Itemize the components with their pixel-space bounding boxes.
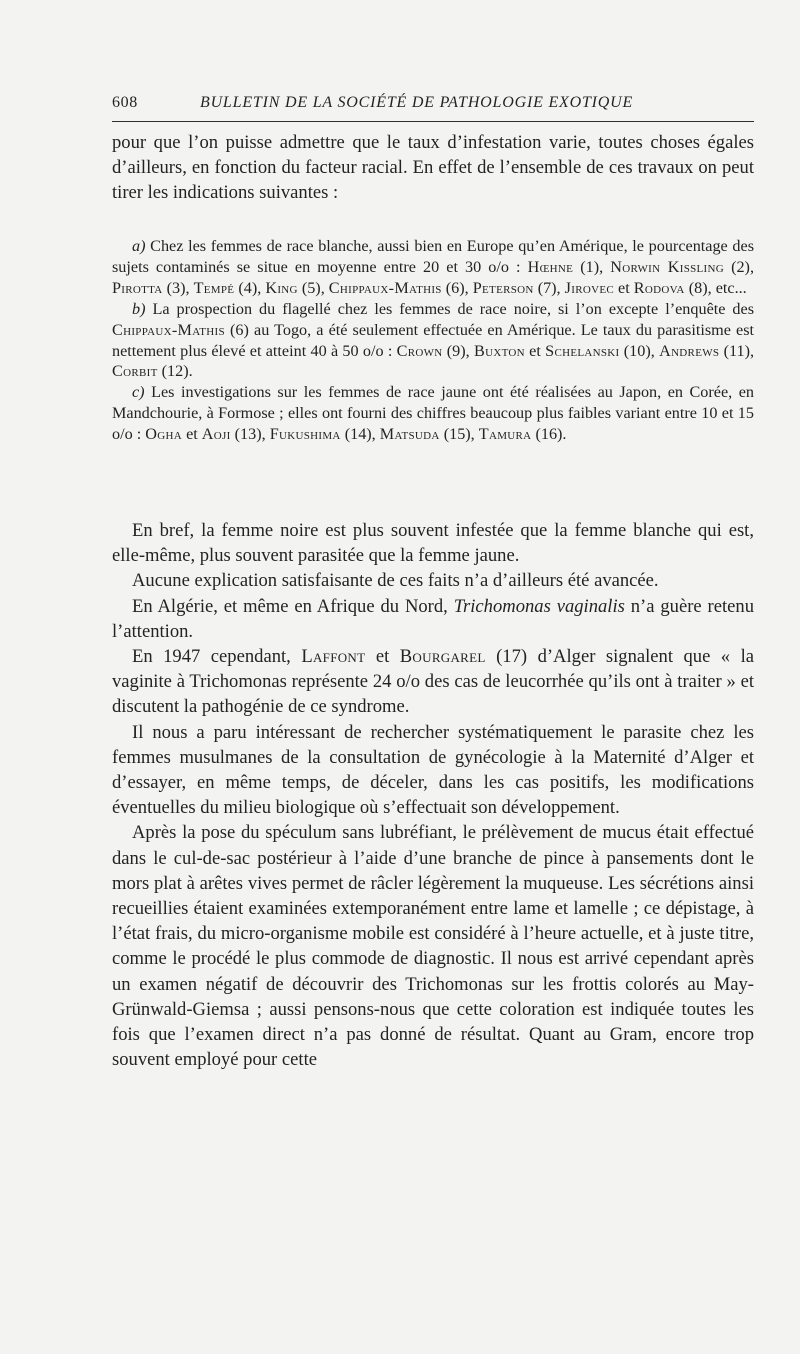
ref: et: [614, 278, 634, 297]
finding-c-marker: c): [132, 383, 145, 402]
author-name: Fukushima: [269, 425, 341, 444]
paragraph-text: et: [365, 646, 400, 668]
ref: (10),: [619, 341, 660, 360]
author-name: Ogha: [145, 425, 183, 444]
finding-b-text: La prospection du flagellé chez les femmes de race noire, si l’on excepte l’enquête des: [145, 299, 754, 318]
author-name: Matsuda: [379, 425, 440, 444]
intro-block: [112, 130, 754, 206]
ref: (12).: [157, 362, 193, 381]
finding-c-text: Les investigations sur les femmes de race jaune ont été réalisées au Japon, en Corée, en Mandchourie, à Formose ; elles ont fourni des chiffres beaucoup plus faibles variant entre 10 et 15 o/o :: [112, 383, 754, 444]
author-name: Pirotta: [112, 278, 163, 297]
paragraph-method: Après la pose du spéculum sans lubréfiant, le prélèvement de mucus était effectué dans le cul-de-sac postérieur à l’aide d’une branche de pince à pansements dont le mors plat à arêtes vives permet de râcler légèrement la muqueuse. Les sécrétions ainsi recueillies étaient examinées extemporanément entre lame et lamelle ; ce dépistage, à l’état frais, du micro-organisme mobile est considéré à l’heure actuelle, et à juste titre, comme le procédé le plus commode de diagnostic. Il nous est arrivé cependant après un examen négatif de découvrir des Trichomonas sur les frottis colorés au May-Grünwald-Giemsa ; aussi pensons-nous que cette coloration est indiquée toutes les fois que l’examen direct n’a pas donné de résultat. Quant au Gram, encore trop souvent employé pour cette: [112, 822, 754, 1071]
ref: (15),: [439, 425, 479, 444]
finding-a: [112, 236, 754, 299]
ref: (7),: [533, 278, 565, 297]
page-header: [112, 92, 754, 118]
running-title: BULLETIN DE LA SOCIÉTÉ DE PATHOLOGIE EXOTIQUE: [200, 94, 634, 111]
author-name: Bourgarel: [399, 646, 486, 668]
ref: (3),: [162, 278, 194, 297]
finding-b: [112, 299, 754, 383]
author-name: Hœhne: [527, 257, 574, 276]
main-text: [112, 518, 754, 1072]
ref: et: [182, 425, 202, 444]
author-name: Buxton: [474, 341, 525, 360]
finding-a-marker: a): [132, 237, 146, 255]
ref: (8), etc...: [684, 278, 747, 297]
paragraph-text: En Algérie, et même en Afrique du Nord,: [132, 595, 454, 617]
ref: (1),: [573, 257, 611, 276]
ref: (11),: [719, 341, 755, 360]
finding-b-marker: b): [132, 299, 146, 318]
paragraph-summary: En bref, la femme noire est plus souvent infestée que la femme blanche qui est, elle-même, plus souvent parasitée que la femme jaune.: [112, 520, 754, 567]
page-number: 608: [112, 94, 138, 111]
author-name: Chippaux-Mathis: [112, 320, 225, 339]
author-name: Chippaux-Mathis: [328, 278, 442, 297]
paragraph-no-explanation: Aucune explication satisfaisante de ces faits n’a d’ailleurs été avancée.: [132, 570, 659, 592]
author-name: Aoji: [201, 425, 231, 444]
ref: (9),: [442, 341, 474, 360]
author-name: Laffont: [301, 646, 366, 668]
paragraph-text: n’a guère retenu l’attention.: [112, 595, 754, 642]
author-name: Rodova: [633, 278, 685, 297]
ref: (13),: [230, 425, 270, 444]
author-name: Andrews: [659, 341, 720, 360]
author-name: Norwin Kissling: [610, 257, 725, 276]
paragraph-1947: [112, 644, 754, 720]
paragraph-algeria: [112, 594, 754, 644]
author-name: Peterson: [472, 278, 534, 297]
ref: (5),: [297, 278, 329, 297]
author-name: Corbit: [112, 362, 158, 381]
ref: (16).: [531, 425, 567, 444]
ref: (4),: [234, 278, 266, 297]
ref: (6),: [441, 278, 473, 297]
ref: (2),: [724, 257, 754, 276]
author-name: Jirovec: [564, 278, 614, 297]
author-name: King: [265, 278, 298, 297]
finding-b-text: (6) au Togo, a été seulement effectuée en Amérique. Le taux du parasitisme est nettement plus élevé et atteint 40 à 50 o/o :: [112, 320, 754, 360]
intro-paragraph: pour que l’on puisse admettre que le taux d’infestation varie, toutes choses égales d’ailleurs, en fonction du facteur racial. En effet de l’ensemble de ces travaux on peut tirer les indications suivantes :: [112, 132, 754, 204]
author-name: Crown: [396, 341, 443, 360]
ref: et: [524, 341, 546, 360]
ref: (14),: [340, 425, 380, 444]
header-rule: [112, 121, 754, 122]
author-name: Tamura: [478, 425, 532, 444]
findings-list: [112, 236, 754, 445]
paragraph-study-aim: Il nous a paru intéressant de rechercher systématiquement le parasite chez les femmes musulmanes de la consultation de gynécologie à la Maternité d’Alger et d’essayer, en même temps, de déceler, dans les cas positifs, les modifications éventuelles du milieu biologique où s’effectuait son développement.: [112, 721, 754, 819]
author-name: Schelanski: [545, 341, 620, 360]
species-name: Trichomonas vaginalis: [453, 595, 625, 617]
paragraph-text: En 1947 cependant,: [132, 646, 302, 668]
finding-a-text: Chez les femmes de race blanche, aussi bien en Europe qu’en Amérique, le pourcentage des sujets contaminés se situe en moyenne entre 20 et 30 o/o :: [112, 237, 754, 276]
finding-c: [112, 382, 754, 445]
paragraph-text: (17) d’Alger signalent que « la vaginite à Trichomonas représente 24 o/o des cas de leucorrhée qu’ils ont à traiter » et discutent la pathogénie de ce syndrome.: [112, 646, 755, 718]
author-name: Tempé: [193, 278, 235, 297]
